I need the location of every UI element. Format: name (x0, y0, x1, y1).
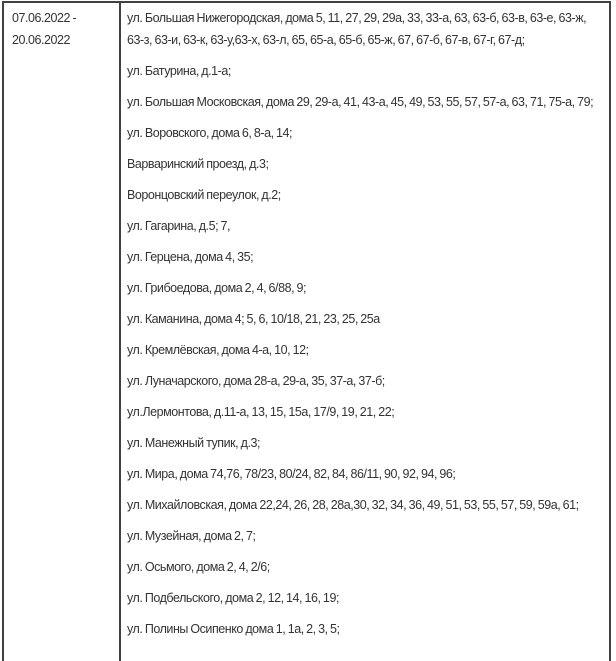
date-range-text: 07.06.2022 - 20.06.2022 (12, 11, 77, 47)
address-row: ул. Батурина, д.1-а; (127, 63, 231, 78)
address-row: ул. Манежный тупик, д.3; (127, 435, 261, 450)
outage-schedule (2, 1, 616, 661)
address-row: ул. Герцена, дома 4, 35; (127, 249, 254, 264)
address-row: ул. Большая Нижегородская, дома 5, 11, 27, 29, 29а, 33, 33-а, 63, 63-б, 63-в, 63-е, 63-ж, 63-з, 63-и, 63-к, 63-у,63-х, 63-л, 65, 65-а, 65-б, 65-ж, 67, 67-б, 67-в, 67-г, 67-д; (127, 11, 587, 47)
address-row: ул. Осьмого, дома 2, 4, 2/6; (127, 559, 270, 574)
address-row: ул. Воровского, дома 6, 8-а, 14; (127, 125, 293, 140)
address-row: ул. Музейная, дома 2, 7; (127, 528, 256, 543)
address-row: Варваринский проезд, д.3; (127, 156, 269, 171)
address-row: ул. Каманина, дома 4; 5, 6, 10/18, 21, 23, 25, 25а (127, 311, 380, 326)
address-row: ул.Лермонтова, д.11-а, 13, 15, 15а, 17/9, 19, 21, 22; (127, 404, 395, 419)
address-row: Воронцовский переулок, д.2; (127, 187, 281, 202)
address-row: ул. Полины Осипенко дома 1, 1а, 2, 3, 5; (127, 621, 340, 636)
address-row: ул. Луначарского, дома 28-а, 29-а, 35, 37-а, 37-б; (127, 373, 385, 388)
addresses-cell (121, 3, 609, 661)
schedule-table (2, 1, 611, 661)
address-row: ул. Подбельского, дома 2, 12, 14, 16, 19; (127, 590, 339, 605)
address-row: ул. Большая Московская, дома 29, 29-а, 41, 43-а, 45, 49, 53, 55, 57, 57-а, 63, 71, 75-а, 79; (127, 94, 594, 109)
address-row: ул. Кремлёвская, дома 4-а, 10, 12; (127, 342, 309, 357)
address-row: ул. Михайловская, дома 22,24, 26, 28, 28а,30, 32, 34, 36, 49, 51, 53, 55, 57, 59, 59а, 61; (127, 497, 579, 512)
address-row: ул. Гагарина, д.5; 7, (127, 218, 231, 233)
address-row: ул. Мира, дома 74,76, 78/23, 80/24, 82, 84, 86/11, 90, 92, 94, 96; (127, 466, 456, 481)
date-range-cell (4, 3, 121, 661)
address-row: ул. Грибоедова, дома 2, 4, 6/88, 9; (127, 280, 307, 295)
